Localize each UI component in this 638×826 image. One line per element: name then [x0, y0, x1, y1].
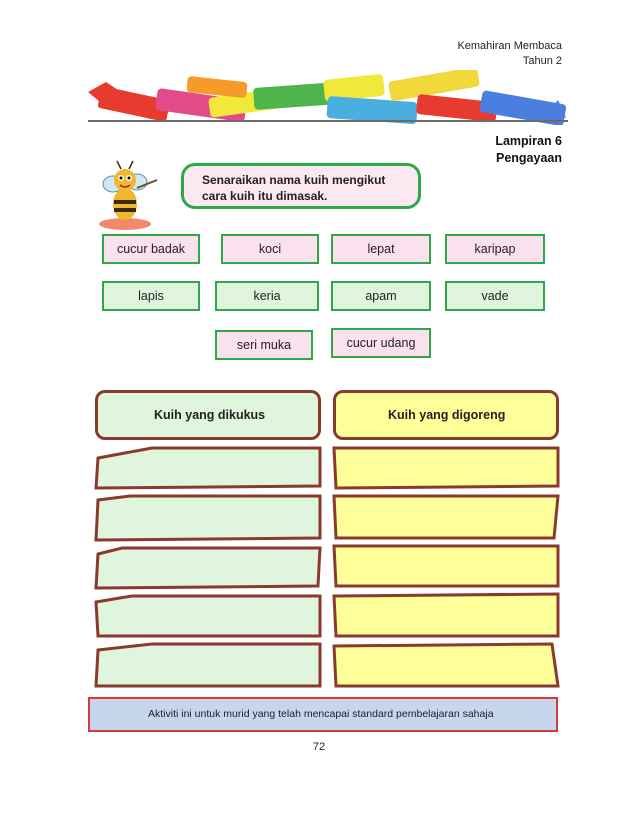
steamed-slot-4 [96, 596, 320, 636]
word-card[interactable]: apam [331, 281, 431, 311]
bee-mascot-icon [95, 158, 163, 230]
word-card[interactable]: cucur udang [331, 328, 431, 358]
fried-column-header: Kuih yang digoreng [333, 390, 559, 440]
word-card[interactable]: lepat [331, 234, 431, 264]
answer-slots [92, 444, 564, 690]
fried-slot-1 [334, 448, 558, 488]
word-card[interactable]: keria [215, 281, 319, 311]
instruction-line-2: cara kuih itu dimasak. [202, 189, 328, 203]
word-card[interactable]: seri muka [215, 330, 313, 360]
word-card[interactable]: koci [221, 234, 319, 264]
word-card[interactable]: karipap [445, 234, 545, 264]
steamed-slot-5 [96, 644, 320, 686]
year-label: Tahun 2 [522, 55, 562, 67]
instruction-line-1: Senaraikan nama kuih mengikut [202, 173, 386, 187]
subject-title: Kemahiran Membaca [457, 40, 562, 52]
word-card[interactable]: vade [445, 281, 545, 311]
fried-slot-5 [334, 644, 558, 686]
steamed-slot-3 [96, 548, 320, 588]
page-number: 72 [312, 741, 326, 753]
word-card[interactable]: lapis [102, 281, 200, 311]
instruction-box [181, 163, 421, 209]
fried-slot-2 [334, 496, 558, 538]
appendix-type: Pengayaan [495, 151, 562, 165]
crayon-banner [88, 70, 568, 125]
appendix-number: Lampiran 6 [495, 134, 562, 148]
steamed-slot-1 [96, 448, 320, 488]
fried-slot-4 [334, 594, 558, 636]
steamed-column-header: Kuih yang dikukus [95, 390, 321, 440]
fried-slot-3 [334, 546, 558, 586]
word-card[interactable]: cucur badak [102, 234, 200, 264]
steamed-slot-2 [96, 496, 320, 540]
activity-note: Aktiviti ini untuk murid yang telah mencapai standard pembelajaran sahaja [88, 697, 558, 732]
